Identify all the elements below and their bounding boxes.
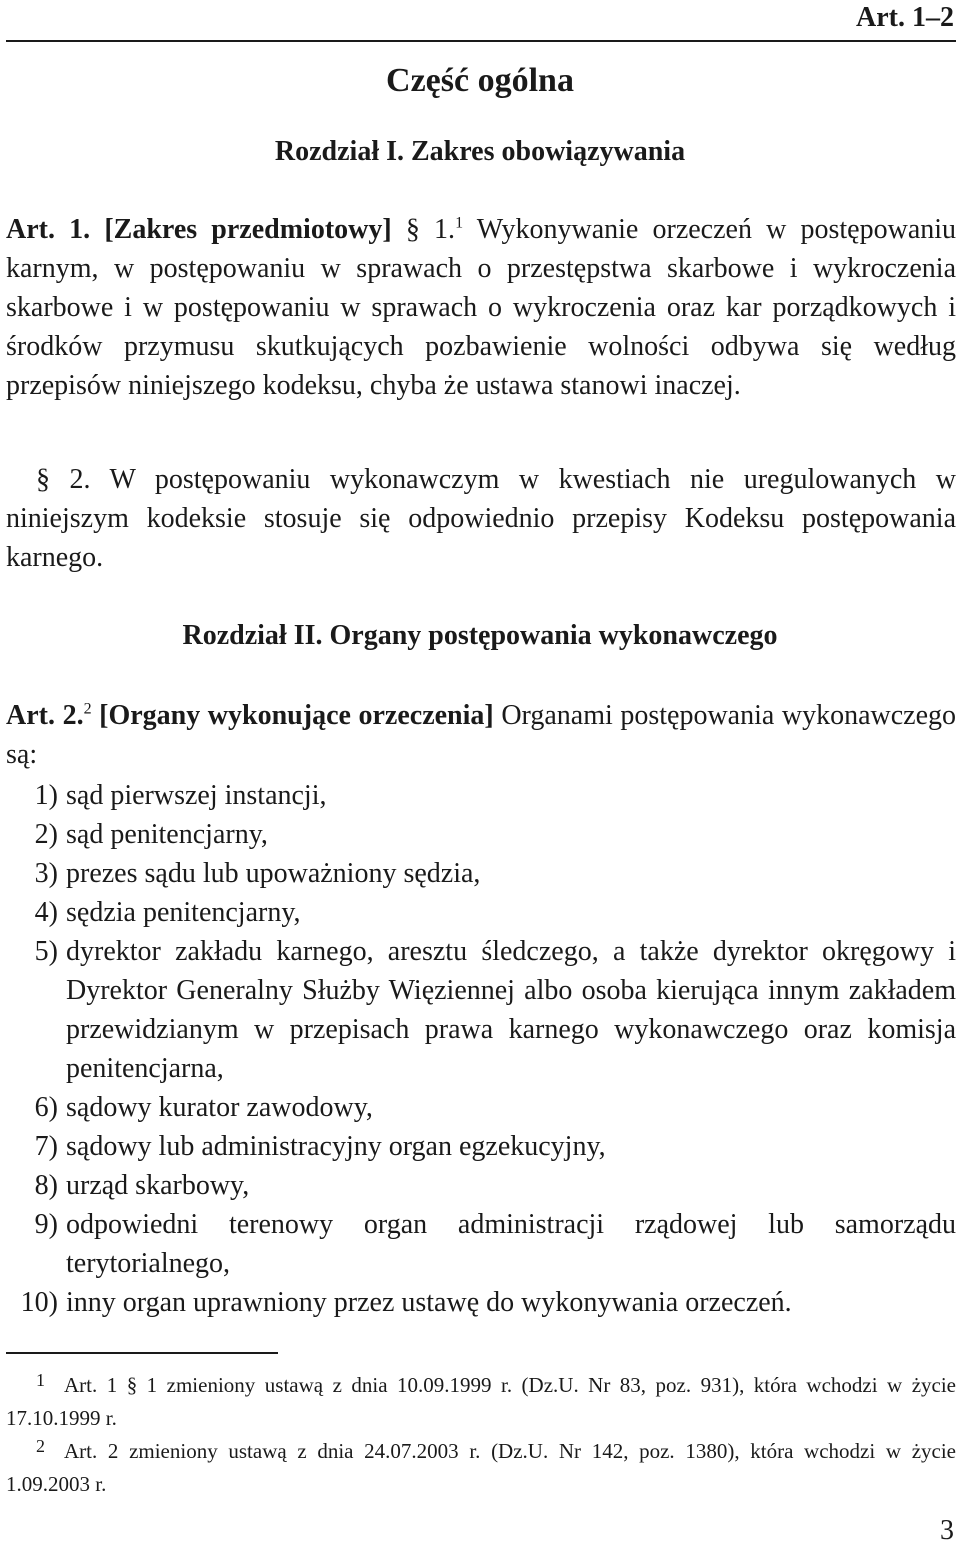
list-item-text: prezes sądu lub upoważniony sędzia, [66,858,481,889]
footnote-rule [6,1352,278,1354]
list-item-text: sąd pierwszej instancji, [66,780,327,811]
list-item [6,893,956,932]
footnote-2-text: Art. 2 zmieniony ustawą z dnia 24.07.2003 r. (Dz.U. Nr 142, poz. 1380), która wchodzi w życie 1.09.2003 r. [6,1439,956,1496]
article-1-label: Art. [6,214,55,245]
header-rule [6,40,956,42]
list-item-number: 8) [34,1170,58,1201]
footnote-1 [6,1364,956,1435]
list-item [6,1127,956,1166]
article-1-paragraph-2 [6,460,956,577]
list-item-text: urząd skarbowy, [66,1170,250,1201]
list-item-number: 6) [34,1092,58,1123]
footnote-2 [6,1430,956,1501]
list-item-number: 5) [34,936,58,967]
list-item-text: dyrektor zakładu karnego, aresztu śledczego, a także dyrektor okręgowy i Dyrektor Generalny Służby Więziennej albo osoba kierująca innym zakładem przewidzianym w przepisach prawa karnego wykonawczego oraz komisja penitencjarna, [66,936,956,1084]
footnote-2-mark: 2 [36,1436,45,1456]
list-item-number: 9) [34,1209,58,1240]
list-item [6,1088,956,1127]
running-head: Art. 1–2 [856,2,954,33]
list-item-number: 7) [34,1131,58,1162]
list-item-text: inny organ uprawniony przez ustawę do wykonywania orzeczeń. [66,1287,792,1318]
chapter-1-title: Rozdział I. Zakres obowiązywania [274,136,686,167]
footnote-ref-1[interactable]: 1 [455,214,464,232]
article-1-paragraph-1 [6,210,956,405]
list-item [6,1166,956,1205]
list-item-number: 1) [34,780,58,811]
list-item-text: sądowy kurator zawodowy, [66,1092,373,1123]
list-item-number: 4) [34,897,58,928]
list-item-number: 10) [20,1287,58,1318]
list-item-number: 2) [34,819,58,850]
list-item-text: sądowy lub administracyjny organ egzekucyjny, [66,1131,606,1162]
footnote-1-text: Art. 1 § 1 zmieniony ustawą z dnia 10.09.1999 r. (Dz.U. Nr 83, poz. 931), która wchodzi w życie 17.10.1999 r. [6,1373,956,1430]
paragraph-2-marker: § 2. [36,464,91,495]
article-2-intro [6,696,956,774]
article-2-label: Art. [6,700,55,731]
article-2-heading: [Organy wykonujące orzeczenia] [99,700,494,731]
paragraph-1-marker: § 1. [405,214,456,245]
paragraph-2-text: W postępowaniu wykonawczym w kwestiach nie uregulowanych w niniejszym kodeksie stosuje się odpowiednio przepisy Kodeksu postępowania karnego. [6,464,957,573]
footnote-1-mark: 1 [36,1370,45,1390]
part-title: Część ogólna [386,62,574,99]
list-item [6,932,956,1088]
paragraph-1-text: Wykonywanie orzeczeń w postępowaniu karnym, w postępowaniu w sprawach o przestępstwa skarbowe i wykroczenia skarbowe i w postępowaniu w sprawach o wykroczenia oraz kar porządkowych i środków przymusu skutkujących pozbawienie wolności odbywa się według przepisów niniejszego kodeksu, chyba że ustawa stanowi inaczej. [6,214,957,401]
chapter-2-title: Rozdział II. Organy postępowania wykonawczego [182,620,778,651]
article-1-number: 1. [69,214,91,245]
organs-list [6,776,956,1322]
article-1-heading: [Zakres przedmiotowy] [104,214,392,245]
list-item-text: odpowiedni terenowy organ administracji rządowej lub samorządu terytorialnego, [66,1209,956,1279]
article-2-number: 2. [62,700,84,731]
list-item-text: sędzia penitencjarny, [66,897,301,928]
list-item [6,1205,956,1283]
list-item [6,854,956,893]
list-item [6,1283,956,1322]
page-number: 3 [940,1515,954,1546]
list-item [6,815,956,854]
list-item-number: 3) [34,858,58,889]
list-item-text: sąd penitencjarny, [66,819,268,850]
article-2-intro-text: Organami postępowania wykonawczego są: [6,700,957,770]
list-item [6,776,956,815]
footnote-ref-2[interactable]: 2 [83,700,92,718]
